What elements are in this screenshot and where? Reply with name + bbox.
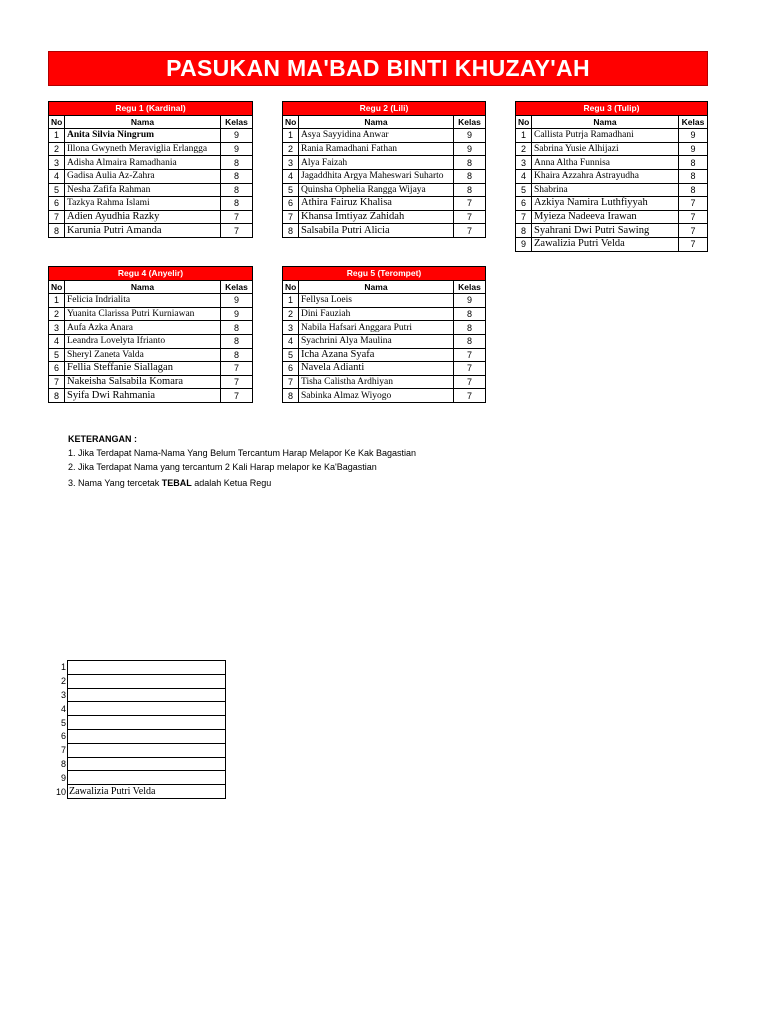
row-kelas: 8 [453,156,485,170]
row-nama: Athira Fairuz Khalisa [299,197,454,211]
row-nama: Sabinka Almaz Wiyogo [299,389,454,403]
list-index: 3 [60,689,66,700]
table-row [283,224,486,238]
row-no: 8 [283,224,299,238]
keterangan-item-2: 2. Jika Terdapat Nama yang tercantum 2 Kali Harap melapor ke Ka'Bagastian [68,462,377,472]
row-no: 9 [516,237,532,251]
table-row [283,334,486,348]
row-kelas: 9 [220,294,252,308]
row-no: 6 [283,197,299,211]
col-no-header: No [49,115,65,129]
row-nama: Nabila Hafsari Anggara Putri [299,321,454,335]
list-item [42,674,226,688]
table-row [49,348,253,362]
row-kelas: 8 [679,183,708,197]
row-no: 3 [49,156,65,170]
row-nama: Myieza Nadeeva Irawan [532,210,679,224]
row-kelas: 9 [220,307,252,321]
regu-1-title: Regu 1 (Kardinal) [49,102,253,116]
row-kelas: 8 [221,156,253,170]
list-item [42,688,226,702]
row-kelas: 8 [220,321,252,335]
list-cell[interactable] [68,702,226,716]
list-index: 4 [60,703,66,714]
row-no: 3 [283,321,299,335]
row-nama: Khansa Imtiyaz Zahidah [299,210,454,224]
row-no: 6 [49,197,65,211]
table-row [49,169,253,183]
row-no: 5 [283,348,299,362]
row-no: 3 [516,156,532,170]
list-item [42,702,226,716]
table-row [516,129,708,143]
regu-5-title: Regu 5 (Terompet) [283,267,486,281]
row-nama: Anna Altha Funnisa [532,156,679,170]
col-kelas-header: Kelas [453,280,485,294]
col-no-header: No [283,115,299,129]
row-kelas: 7 [221,224,253,238]
table-row [49,307,253,321]
row-kelas: 8 [221,183,253,197]
table-row [283,129,486,143]
list-cell[interactable] [68,757,226,771]
table-row [516,156,708,170]
row-nama: Aufa Azka Anara [65,321,221,335]
blank-name-list [42,660,226,799]
row-no: 3 [283,156,299,170]
row-nama: Yuanita Clarissa Putri Kurniawan [65,307,221,321]
row-nama: Karunia Putri Amanda [65,224,221,238]
table-row [49,156,253,170]
row-kelas: 7 [453,389,485,403]
row-kelas: 8 [453,334,485,348]
regu-4-title: Regu 4 (Anyelir) [49,267,253,281]
col-kelas-header: Kelas [220,280,252,294]
row-kelas: 8 [679,156,708,170]
row-no: 1 [283,294,299,308]
row-nama: Sabrina Yusie Alhijazi [532,142,679,156]
row-nama: Jagaddhita Argya Maheswari Suharto [299,169,454,183]
row-no: 6 [49,362,65,376]
row-no: 2 [283,307,299,321]
regu-5-table [282,266,486,403]
table-row [516,142,708,156]
table-row [283,210,486,224]
list-item [42,771,226,785]
table-row [283,156,486,170]
col-kelas-header: Kelas [453,115,485,129]
row-no: 2 [49,307,65,321]
list-cell[interactable] [68,771,226,785]
row-no: 5 [49,348,65,362]
row-kelas: 7 [220,375,252,389]
row-kelas: 7 [453,362,485,376]
page-title-banner [48,51,708,86]
row-nama: Sheryl Zaneta Valda [65,348,221,362]
table-row [49,321,253,335]
list-cell[interactable] [68,674,226,688]
row-no: 4 [49,169,65,183]
table-row [49,362,253,376]
table-row [283,142,486,156]
row-kelas: 9 [221,129,253,143]
row-nama: Shabrina [532,183,679,197]
list-index: 8 [60,758,66,769]
row-kelas: 9 [453,129,485,143]
table-row [283,183,486,197]
row-nama: Fellysa Loeis [299,294,454,308]
table-row [49,294,253,308]
row-no: 8 [49,389,65,403]
row-nama: Anita Silvia Ningrum [65,129,221,143]
row-no: 1 [49,294,65,308]
list-item [42,743,226,757]
regu-3-title: Regu 3 (Tulip) [516,102,708,116]
table-row [283,307,486,321]
row-kelas: 8 [221,197,253,211]
row-kelas: 7 [453,224,485,238]
table-row [49,375,253,389]
table-row [283,375,486,389]
list-index: 5 [60,717,66,728]
table-row [49,197,253,211]
row-no: 5 [283,183,299,197]
list-index: 1 [60,662,66,673]
row-nama: Adien Ayudhia Razky [65,210,221,224]
table-row [516,169,708,183]
col-nama-header: Nama [532,115,679,129]
row-nama: Icha Azana Syafa [299,348,454,362]
list-index: 10 [55,786,66,797]
list-item [42,716,226,730]
table-row [516,183,708,197]
row-nama: Nakeisha Salsabila Komara [65,375,221,389]
col-nama-header: Nama [299,280,454,294]
col-nama-header: Nama [65,115,221,129]
row-nama: Zawalizia Putri Velda [532,237,679,251]
row-nama: Adisha Almaira Ramadhania [65,156,221,170]
col-no-header: No [49,280,65,294]
list-index: 2 [60,676,66,687]
row-kelas: 7 [679,237,708,251]
row-nama: Syachrini Alya Maulina [299,334,454,348]
col-nama-header: Nama [65,280,221,294]
row-kelas: 8 [453,321,485,335]
row-no: 7 [283,210,299,224]
row-kelas: 8 [453,307,485,321]
row-kelas: 7 [221,210,253,224]
table-row [516,224,708,238]
row-kelas: 7 [679,197,708,211]
list-index: 7 [60,745,66,756]
row-no: 1 [49,129,65,143]
table-row [283,321,486,335]
row-no: 7 [283,375,299,389]
row-nama: Fellia Steffanie Siallagan [65,362,221,376]
row-no: 4 [283,334,299,348]
row-no: 2 [49,142,65,156]
table-row [283,169,486,183]
table-row [49,210,253,224]
table-row [49,334,253,348]
regu-1-table [48,101,253,238]
keterangan-item-3 [68,476,416,490]
col-nama-header: Nama [299,115,454,129]
col-no-header: No [283,280,299,294]
regu-2-title: Regu 2 (Lili) [283,102,486,116]
row-kelas: 8 [221,169,253,183]
row-kelas: 9 [453,294,485,308]
row-kelas: 8 [220,334,252,348]
keterangan-item-3-pre: 3. Nama Yang tercetak [68,478,162,488]
row-kelas: 8 [453,183,485,197]
row-nama: Nesha Zafifa Rahman [65,183,221,197]
row-kelas: 7 [220,389,252,403]
row-nama: Syifa Dwi Rahmania [65,389,221,403]
row-nama: Tazkya Rahma Islami [65,197,221,211]
row-nama: Gadisa Aulia Az-Zahra [65,169,221,183]
regu-3-table [515,101,708,252]
row-kelas: 9 [679,142,708,156]
row-nama: Rania Ramadhani Fathan [299,142,454,156]
list-cell[interactable] [68,716,226,730]
row-nama: Khaira Azzahra Astrayudha [532,169,679,183]
table-row [283,294,486,308]
table-row [283,197,486,211]
row-no: 4 [49,334,65,348]
row-kelas: 7 [453,375,485,389]
row-nama: Felicia Indrialita [65,294,221,308]
row-nama: Salsabila Putri Alicia [299,224,454,238]
row-kelas: 7 [453,348,485,362]
list-item [42,729,226,743]
list-cell[interactable]: Zawalizia Putri Velda [68,785,226,799]
row-nama: Leandra Lovelyta Ifrianto [65,334,221,348]
row-no: 7 [49,210,65,224]
row-no: 4 [283,169,299,183]
row-kelas: 9 [453,142,485,156]
table-row [516,237,708,251]
row-nama: Navela Adianti [299,362,454,376]
row-no: 5 [516,183,532,197]
table-row [283,348,486,362]
regu-4-table [48,266,253,403]
row-kelas: 9 [679,129,708,143]
row-kelas: 8 [679,169,708,183]
list-cell[interactable] [68,729,226,743]
row-nama: Illona Gwyneth Meraviglia Erlangga [65,142,221,156]
row-no: 1 [283,129,299,143]
keterangan-item-3-post: adalah Ketua Regu [191,478,272,488]
row-no: 5 [49,183,65,197]
row-nama: Callista Putrja Ramadhani [532,129,679,143]
row-kelas: 9 [221,142,253,156]
table-row [283,389,486,403]
table-row [516,197,708,211]
col-kelas-header: Kelas [679,115,708,129]
table-row [49,129,253,143]
table-row [49,389,253,403]
list-cell[interactable] [68,743,226,757]
row-no: 6 [283,362,299,376]
list-cell[interactable] [68,688,226,702]
col-kelas-header: Kelas [221,115,253,129]
row-no: 4 [516,169,532,183]
row-no: 8 [516,224,532,238]
list-index: 9 [60,772,66,783]
regu-2-table [282,101,486,238]
list-item [42,661,226,675]
col-no-header: No [516,115,532,129]
row-kelas: 8 [453,169,485,183]
row-no: 7 [49,375,65,389]
row-no: 6 [516,197,532,211]
table-row [49,142,253,156]
list-cell[interactable] [68,661,226,675]
row-nama: Dini Fauziah [299,307,454,321]
list-item [42,757,226,771]
row-no: 1 [516,129,532,143]
row-nama: Tisha Calistha Ardhiyan [299,375,454,389]
keterangan-section [68,432,416,490]
row-no: 7 [516,210,532,224]
list-item [42,785,226,799]
table-row [283,362,486,376]
row-kelas: 8 [220,348,252,362]
row-kelas: 7 [679,210,708,224]
row-no: 3 [49,321,65,335]
row-nama: Alya Faizah [299,156,454,170]
keterangan-item-3-bold: TEBAL [161,478,192,488]
page-title: PASUKAN MA'BAD BINTI KHUZAY'AH [166,55,590,81]
table-row [49,224,253,238]
keterangan-item-1: 1. Jika Terdapat Nama-Nama Yang Belum Tercantum Harap Melapor Ke Kak Bagastian [68,448,417,458]
row-no: 8 [283,389,299,403]
table-row [516,210,708,224]
row-kelas: 7 [220,362,252,376]
row-nama: Azkiya Namira Luthfiyyah [532,197,679,211]
row-kelas: 7 [679,224,708,238]
row-kelas: 7 [453,197,485,211]
row-kelas: 7 [453,210,485,224]
row-nama: Quinsha Ophelia Rangga Wijaya [299,183,454,197]
table-row [49,183,253,197]
row-nama: Asya Sayyidina Anwar [299,129,454,143]
row-no: 2 [516,142,532,156]
list-index: 6 [60,731,66,742]
row-nama: Syahrani Dwi Putri Sawing [532,224,679,238]
row-no: 2 [283,142,299,156]
row-no: 8 [49,224,65,238]
keterangan-title: KETERANGAN : [68,434,137,444]
